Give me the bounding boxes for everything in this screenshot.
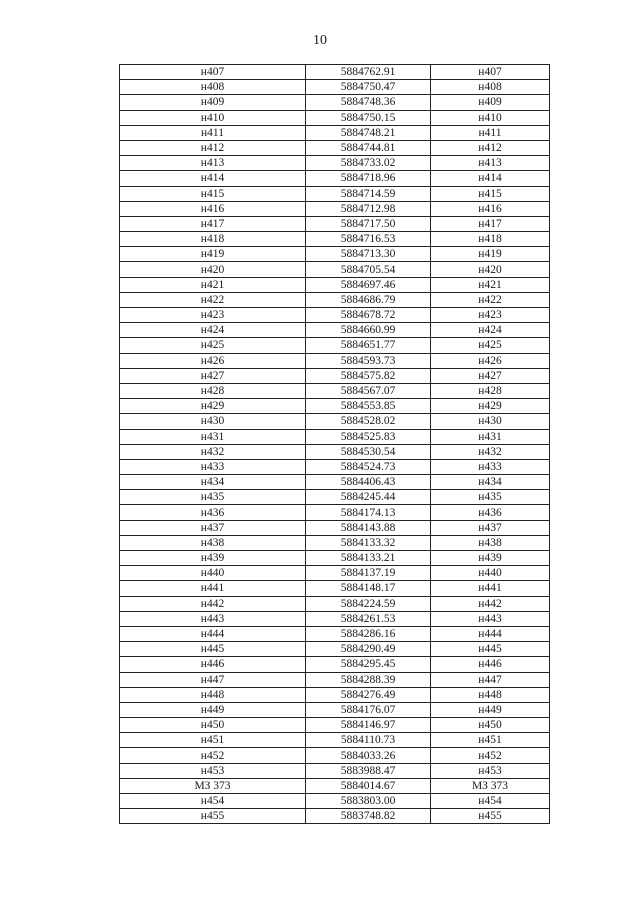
point-ref-cell: н430	[431, 414, 550, 429]
table-row	[120, 626, 550, 641]
point-ref-cell: н436	[431, 505, 550, 520]
point-ref-cell: н440	[431, 566, 550, 581]
point-id-cell: н422	[120, 292, 306, 307]
coordinate-cell: 5884762.91	[306, 65, 431, 80]
point-ref-cell: н420	[431, 262, 550, 277]
point-ref-cell: н409	[431, 95, 550, 110]
table-row	[120, 566, 550, 581]
coordinate-cell: 5884525.83	[306, 429, 431, 444]
point-ref-cell: н414	[431, 171, 550, 186]
point-ref-cell: н410	[431, 110, 550, 125]
coordinate-cell: 5884593.73	[306, 353, 431, 368]
point-id-cell: н432	[120, 444, 306, 459]
point-ref-cell: н412	[431, 140, 550, 155]
point-ref-cell: н408	[431, 80, 550, 95]
coordinate-cell: 5884174.13	[306, 505, 431, 520]
table-row	[120, 657, 550, 672]
point-id-cell: н436	[120, 505, 306, 520]
point-id-cell: н411	[120, 125, 306, 140]
table-row	[120, 399, 550, 414]
point-ref-cell: н451	[431, 733, 550, 748]
table-row	[120, 733, 550, 748]
point-ref-cell: н433	[431, 459, 550, 474]
table-row	[120, 171, 550, 186]
point-id-cell: н409	[120, 95, 306, 110]
point-id-cell: н415	[120, 186, 306, 201]
point-id-cell: н428	[120, 383, 306, 398]
table-row	[120, 383, 550, 398]
coordinate-cell: 5884014.67	[306, 778, 431, 793]
point-id-cell: н453	[120, 763, 306, 778]
table-row	[120, 763, 550, 778]
coordinate-cell: 5884530.54	[306, 444, 431, 459]
coordinate-cell: 5884146.97	[306, 718, 431, 733]
point-id-cell: н446	[120, 657, 306, 672]
coordinate-cell: 5883803.00	[306, 794, 431, 809]
coordinate-cell: 5884744.81	[306, 140, 431, 155]
point-ref-cell: н422	[431, 292, 550, 307]
table-row	[120, 186, 550, 201]
coordinate-cell: 5884553.85	[306, 399, 431, 414]
point-ref-cell: н419	[431, 247, 550, 262]
table-row	[120, 778, 550, 793]
coordinate-cell: 5884143.88	[306, 520, 431, 535]
point-id-cell: н420	[120, 262, 306, 277]
coordinate-cell: 5883988.47	[306, 763, 431, 778]
table-row	[120, 794, 550, 809]
point-id-cell: н421	[120, 277, 306, 292]
point-id-cell: н449	[120, 702, 306, 717]
point-ref-cell: н432	[431, 444, 550, 459]
table-row	[120, 323, 550, 338]
point-id-cell: МЗ 373	[120, 778, 306, 793]
point-ref-cell: н452	[431, 748, 550, 763]
point-id-cell: н425	[120, 338, 306, 353]
point-ref-cell: н416	[431, 201, 550, 216]
point-id-cell: н437	[120, 520, 306, 535]
point-id-cell: н447	[120, 672, 306, 687]
point-ref-cell: н424	[431, 323, 550, 338]
table-row	[120, 520, 550, 535]
point-id-cell: н452	[120, 748, 306, 763]
coordinate-cell: 5884286.16	[306, 626, 431, 641]
point-id-cell: н418	[120, 232, 306, 247]
point-id-cell: н455	[120, 809, 306, 824]
table-row	[120, 353, 550, 368]
point-id-cell: н442	[120, 596, 306, 611]
table-row	[120, 65, 550, 80]
point-ref-cell: н455	[431, 809, 550, 824]
coordinates-table	[119, 64, 550, 824]
table-row	[120, 672, 550, 687]
point-ref-cell: н444	[431, 626, 550, 641]
coordinate-cell: 5884686.79	[306, 292, 431, 307]
table-row	[120, 368, 550, 383]
coordinate-cell: 5884748.21	[306, 125, 431, 140]
table-row	[120, 140, 550, 155]
table-row	[120, 535, 550, 550]
table-row	[120, 490, 550, 505]
table-row	[120, 201, 550, 216]
point-id-cell: н441	[120, 581, 306, 596]
coordinate-cell: 5884713.30	[306, 247, 431, 262]
table-row	[120, 702, 550, 717]
table-row	[120, 459, 550, 474]
point-ref-cell: н453	[431, 763, 550, 778]
point-id-cell: н408	[120, 80, 306, 95]
table-row	[120, 414, 550, 429]
point-id-cell: н430	[120, 414, 306, 429]
point-id-cell: н450	[120, 718, 306, 733]
point-ref-cell: н443	[431, 611, 550, 626]
table-row	[120, 247, 550, 262]
point-ref-cell: МЗ 373	[431, 778, 550, 793]
coordinate-cell: 5884714.59	[306, 186, 431, 201]
coordinate-cell: 5884718.96	[306, 171, 431, 186]
point-id-cell: н419	[120, 247, 306, 262]
point-id-cell: н410	[120, 110, 306, 125]
point-ref-cell: н450	[431, 718, 550, 733]
coordinate-cell: 5884524.73	[306, 459, 431, 474]
coordinate-cell: 5884712.98	[306, 201, 431, 216]
table-row	[120, 292, 550, 307]
table-row	[120, 581, 550, 596]
coordinate-cell: 5884276.49	[306, 687, 431, 702]
table-row	[120, 110, 550, 125]
coordinate-cell: 5884295.45	[306, 657, 431, 672]
table-row	[120, 642, 550, 657]
coordinate-cell: 5884290.49	[306, 642, 431, 657]
point-ref-cell: н441	[431, 581, 550, 596]
coordinate-cell: 5884033.26	[306, 748, 431, 763]
point-id-cell: н416	[120, 201, 306, 216]
coordinates-table-body	[120, 65, 550, 824]
point-ref-cell: н429	[431, 399, 550, 414]
point-id-cell: н444	[120, 626, 306, 641]
table-row	[120, 277, 550, 292]
table-row	[120, 338, 550, 353]
table-row	[120, 262, 550, 277]
table-row	[120, 551, 550, 566]
table-row	[120, 429, 550, 444]
page-number: 10	[313, 33, 327, 48]
table-row	[120, 596, 550, 611]
point-ref-cell: н438	[431, 535, 550, 550]
coordinate-cell: 5884750.47	[306, 80, 431, 95]
table-row	[120, 809, 550, 824]
point-id-cell: н412	[120, 140, 306, 155]
point-id-cell: н438	[120, 535, 306, 550]
point-ref-cell: н418	[431, 232, 550, 247]
coordinate-cell: 5884133.21	[306, 551, 431, 566]
coordinate-cell: 5884678.72	[306, 308, 431, 323]
point-id-cell: н407	[120, 65, 306, 80]
table-row	[120, 718, 550, 733]
coordinate-cell: 5884406.43	[306, 475, 431, 490]
coordinate-cell: 5884697.46	[306, 277, 431, 292]
point-ref-cell: н423	[431, 308, 550, 323]
coordinate-cell: 5884288.39	[306, 672, 431, 687]
point-ref-cell: н439	[431, 551, 550, 566]
table-row	[120, 748, 550, 763]
point-ref-cell: н428	[431, 383, 550, 398]
table-row	[120, 687, 550, 702]
point-ref-cell: н427	[431, 368, 550, 383]
point-id-cell: н427	[120, 368, 306, 383]
point-ref-cell: н446	[431, 657, 550, 672]
point-id-cell: н448	[120, 687, 306, 702]
coordinate-cell: 5884567.07	[306, 383, 431, 398]
coordinate-cell: 5884717.50	[306, 216, 431, 231]
point-id-cell: н417	[120, 216, 306, 231]
point-ref-cell: н413	[431, 156, 550, 171]
point-ref-cell: н415	[431, 186, 550, 201]
coordinate-cell: 5884705.54	[306, 262, 431, 277]
point-ref-cell: н447	[431, 672, 550, 687]
table-row	[120, 95, 550, 110]
point-id-cell: н434	[120, 475, 306, 490]
point-ref-cell: н426	[431, 353, 550, 368]
coordinate-cell: 5883748.82	[306, 809, 431, 824]
table-row	[120, 156, 550, 171]
point-ref-cell: н442	[431, 596, 550, 611]
coordinate-cell: 5884137.19	[306, 566, 431, 581]
coordinate-cell: 5884733.02	[306, 156, 431, 171]
point-id-cell: н423	[120, 308, 306, 323]
point-ref-cell: н435	[431, 490, 550, 505]
table-row	[120, 232, 550, 247]
point-ref-cell: н417	[431, 216, 550, 231]
coordinate-cell: 5884528.02	[306, 414, 431, 429]
coordinate-cell: 5884261.53	[306, 611, 431, 626]
coordinate-cell: 5884176.07	[306, 702, 431, 717]
table-row	[120, 80, 550, 95]
point-id-cell: н426	[120, 353, 306, 368]
point-id-cell: н413	[120, 156, 306, 171]
point-id-cell: н431	[120, 429, 306, 444]
point-ref-cell: н448	[431, 687, 550, 702]
table-row	[120, 611, 550, 626]
point-ref-cell: н437	[431, 520, 550, 535]
table-row	[120, 444, 550, 459]
table-row	[120, 308, 550, 323]
coordinate-cell: 5884133.32	[306, 535, 431, 550]
coordinate-cell: 5884110.73	[306, 733, 431, 748]
point-ref-cell: н411	[431, 125, 550, 140]
point-id-cell: н451	[120, 733, 306, 748]
coordinate-cell: 5884660.99	[306, 323, 431, 338]
point-ref-cell: н434	[431, 475, 550, 490]
table-row	[120, 125, 550, 140]
point-id-cell: н424	[120, 323, 306, 338]
point-id-cell: н440	[120, 566, 306, 581]
point-id-cell: н454	[120, 794, 306, 809]
coordinate-cell: 5884651.77	[306, 338, 431, 353]
point-id-cell: н414	[120, 171, 306, 186]
coordinate-cell: 5884748.36	[306, 95, 431, 110]
point-id-cell: н435	[120, 490, 306, 505]
point-ref-cell: н407	[431, 65, 550, 80]
point-id-cell: н443	[120, 611, 306, 626]
point-ref-cell: н431	[431, 429, 550, 444]
table-row	[120, 216, 550, 231]
point-id-cell: н433	[120, 459, 306, 474]
point-ref-cell: н454	[431, 794, 550, 809]
coordinate-cell: 5884575.82	[306, 368, 431, 383]
coordinate-cell: 5884148.17	[306, 581, 431, 596]
point-id-cell: н439	[120, 551, 306, 566]
table-row	[120, 505, 550, 520]
point-ref-cell: н425	[431, 338, 550, 353]
point-ref-cell: н445	[431, 642, 550, 657]
coordinate-cell: 5884716.53	[306, 232, 431, 247]
point-ref-cell: н421	[431, 277, 550, 292]
point-ref-cell: н449	[431, 702, 550, 717]
coordinate-cell: 5884245.44	[306, 490, 431, 505]
coordinate-cell: 5884224.59	[306, 596, 431, 611]
coordinate-cell: 5884750.15	[306, 110, 431, 125]
table-row	[120, 475, 550, 490]
point-id-cell: н445	[120, 642, 306, 657]
point-id-cell: н429	[120, 399, 306, 414]
